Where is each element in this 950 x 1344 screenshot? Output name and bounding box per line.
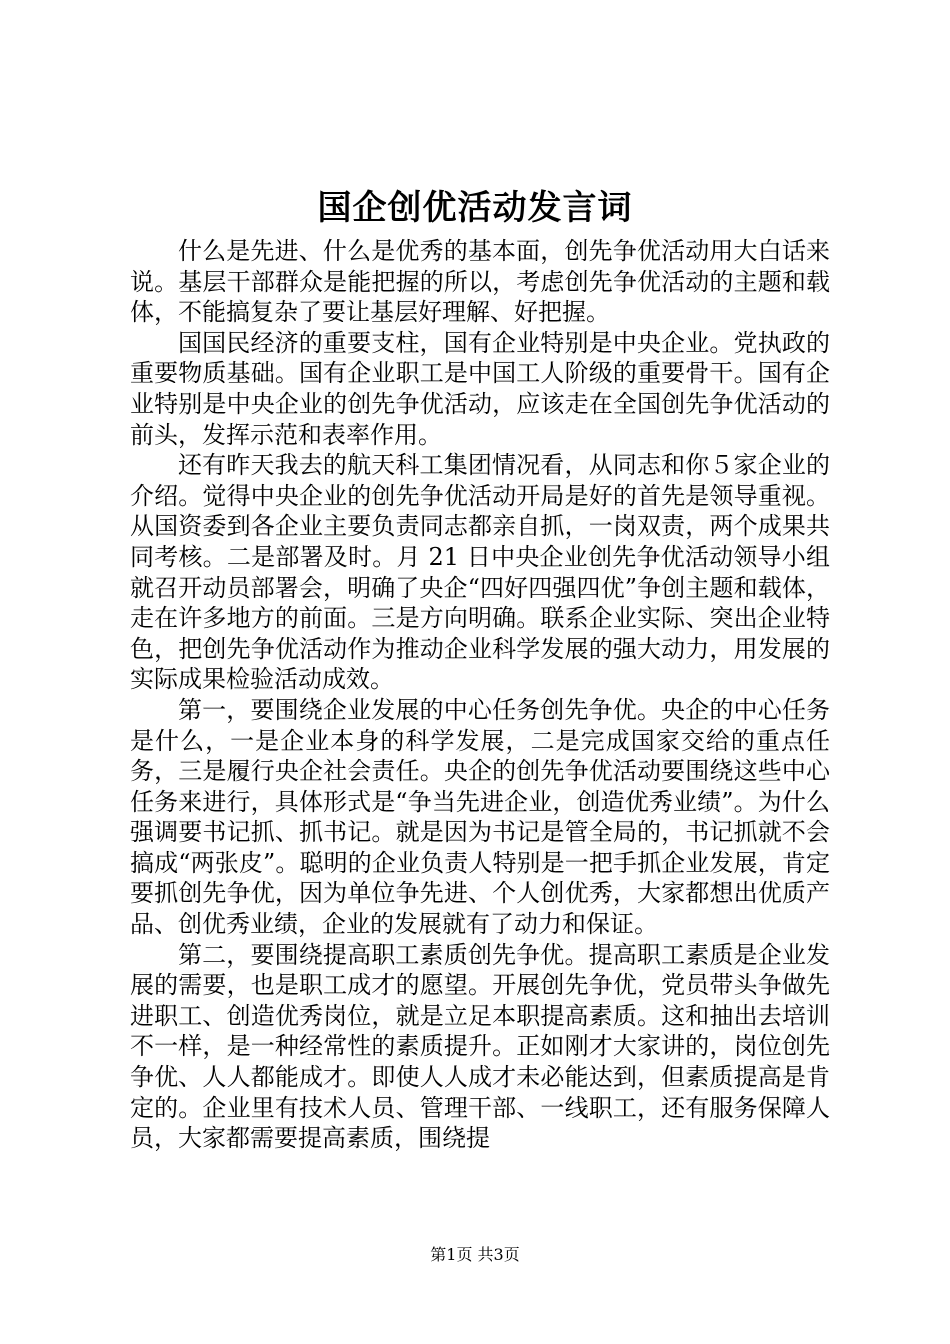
page-number-footer: 第1页 共3页 xyxy=(430,1245,520,1264)
paragraph: 第一，要围绕企业发展的中心任务创先争优。央企的中心任务是什么，一是企业本身的科学发展，二是完成国家交给的重点任务，三是履行央企社会责任。央企的创先争优活动要围绕这些中心任务来进行，具体形式是“争当先进企业，创造优秀业绩”。为什么强调要书记抓、抓书记。就是因为书记是管全局的，书记抓就不会搞成“两张皮”。聪明的企业负责人特别是一把手抓企业发展，肯定要抓创先争优，因为单位争先进、个人创优秀，大家都想出优质产品、创优秀业绩，企业的发展就有了动力和保证。 xyxy=(130,695,830,939)
document-title: 国企创优活动发言词 xyxy=(317,188,633,228)
paragraph: 还有昨天我去的航天科工集团情况看，从同志和你５家企业的介绍。觉得中央企业的创先争优活动开局是好的首先是领导重视。从国资委到各企业主要负责同志都亲自抓，一岗双责，两个成果共同考核。二是部署及时。月 21 日中央企业创先争优活动领导小组就召开动员部署会，明确了央企“四好四强四优”争创主题和载体，走在许多地方的前面。三是方向明确。联系企业实际、突出企业特色，把创先争优活动作为推动企业科学发展的强大动力，用发展的实际成果检验活动成效。 xyxy=(130,451,830,694)
paragraph: 国国民经济的重要支柱，国有企业特别是中央企业。党执政的重要物质基础。国有企业职工是中国工人阶级的重要骨干。国有企业特别是中央企业的创先争优活动，应该走在全国创先争优活动的前头，发挥示范和表率作用。 xyxy=(130,328,830,449)
document-body xyxy=(130,236,830,1154)
paragraph: 什么是先进、什么是优秀的基本面，创先争优活动用大白话来说。基层干部群众是能把握的所以，考虑创先争优活动的主题和载体，不能搞复杂了要让基层好理解、好把握。 xyxy=(130,237,830,327)
paragraph: 第二，要围绕提高职工素质创先争优。提高职工素质是企业发展的需要，也是职工成才的愿望。开展创先争优，党员带头争做先进职工、创造优秀岗位，就是立足本职提高素质。这和抽出去培训不一样，是一种经常性的素质提升。正如刚才大家讲的，岗位创先争优、人人都能成才。即使人人成才未必能达到，但素质提高是肯定的。企业里有技术人员、管理干部、一线职工，还有服务保障人员，大家都需要提高素质，围绕提 xyxy=(130,940,830,1153)
